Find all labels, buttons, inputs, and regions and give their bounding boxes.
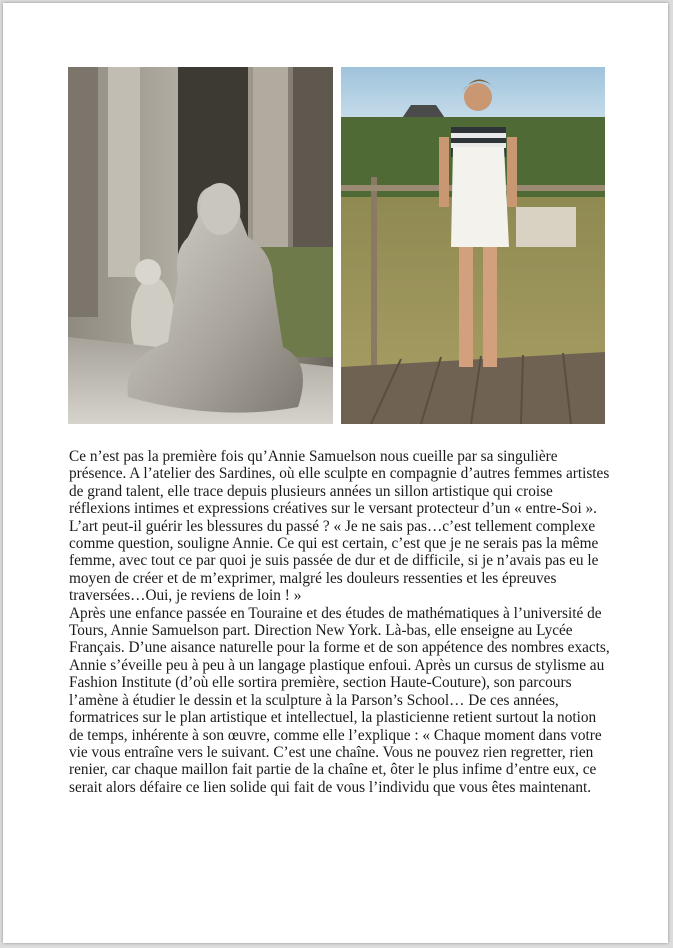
sculpture-photo	[68, 67, 333, 424]
article-paragraph: Après une enfance passée en Touraine et des études de mathématiques à l’université de Tours, Annie Samuelson part. Direction New York. Là-bas, elle enseigne au Lycée Français. D’une aisance naturelle pour la forme et de son appétence des nombres exacts, Annie s’éveille peu à peu à un langage plastique enfoui. Après un cursus de stylisme au Fashion Institute (d’où elle sortira première, section Haute-Couture), son parcours l’amène à étudier le dessin et la sculpture à la Parson’s School… De ces années, formatrices sur le plan artistique et intellectuel, la plasticienne retient surtout la notion de temps, inhérente à son œuvre, comme elle l’explique : « Chaque moment dans votre vie vous entraîne vers le suivant. C’est une chaîne. Vous ne pouvez rien regretter, rien renier, car chaque maillon fait partie de la chaîne et, ôter le plus infime d’entre eux, ce serait alors défaire ce lien solide qui fait de vous l’individu que vous êtes maintenant.	[69, 604, 610, 796]
article-body	[69, 448, 614, 796]
artist-portrait-photo	[341, 67, 605, 424]
document-page	[3, 3, 668, 943]
portrait-illustration	[341, 67, 605, 424]
sculpture-illustration	[68, 67, 333, 424]
article-paragraph: Ce n’est pas la première fois qu’Annie Samuelson nous cueille par sa singulière présence. A l’atelier des Sardines, où elle sculpte en compagnie d’autres femmes artistes de grand talent, elle trace depuis plusieurs années un sillon artistique qui croise réflexions intimes et expressions créatives sur le versant protecteur d’un « entre-Soi ». L’art peut-il guérir les blessures du passé ? « Je ne sais pas…c’est tellement complexe comme question, souligne Annie. Ce qui est certain, c’est que je ne serais pas la même femme, avec tout ce par quoi je suis passée de dur et de difficile, si je n’avais pas eu le moyen de créer et de m’exprimer, malgré les douleurs ressenties et les épreuves traversées…Oui, je reviens de loin ! »	[69, 448, 610, 605]
